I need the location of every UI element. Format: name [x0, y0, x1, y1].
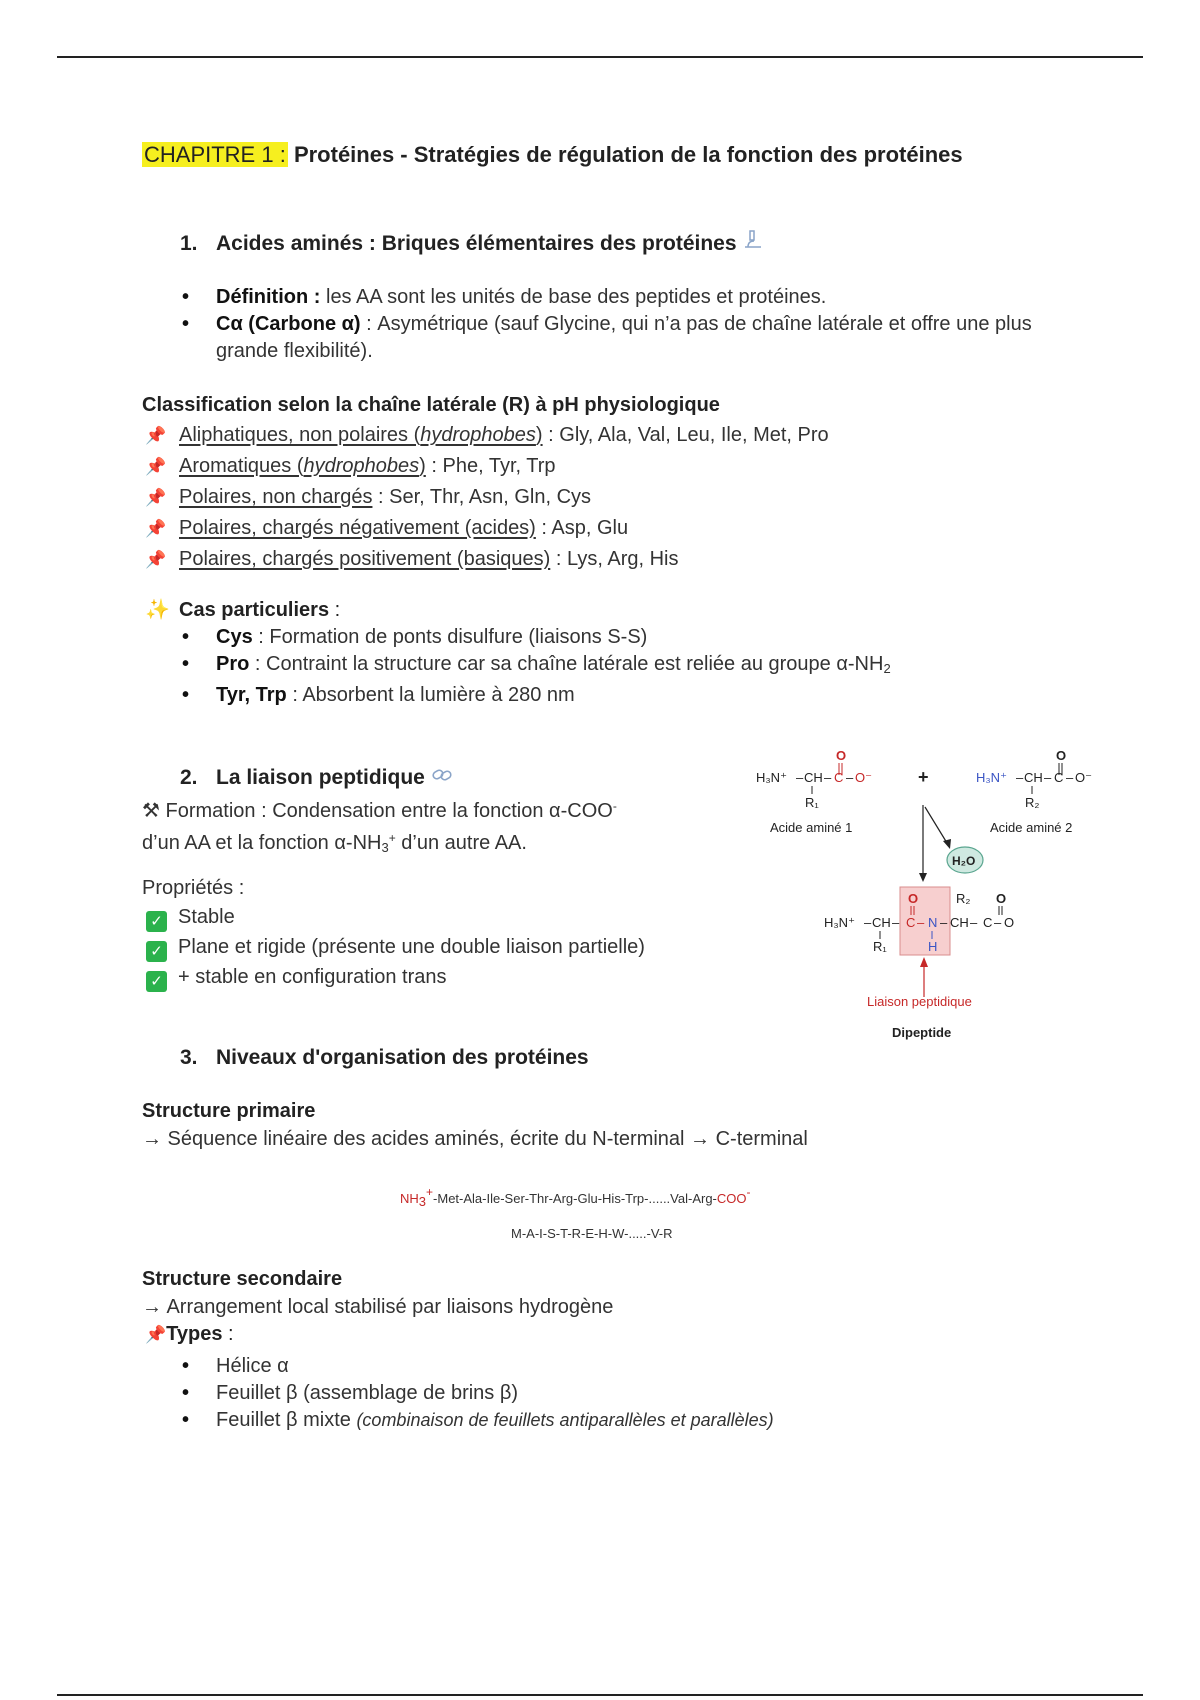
classification-heading: Classification selon la chaîne latérale (R) à pH physiologique: [142, 394, 720, 416]
list-item: ✓ Plane et rigide (présente une double liaison partielle): [146, 932, 645, 962]
svg-text:C: C: [834, 770, 844, 785]
sequence-full: NH3+-Met-Ala-Ile-Ser-Thr-Arg-Glu-His-Trp-......Val-Arg-COO-: [400, 1185, 751, 1209]
hammer-wrench-icon: ⚒: [142, 800, 160, 822]
checkbox-icon: ✓: [146, 941, 167, 962]
section-2-title: La liaison peptidique: [216, 766, 425, 789]
list-item: • Cys : Formation de ponts disulfure (liaisons S-S): [180, 624, 1080, 651]
list-item: • Feuillet β mixte (combinaison de feuillets antiparallèles et parallèles): [180, 1407, 1080, 1434]
pushpin-icon: 📌: [145, 550, 167, 569]
svg-text:H₃N⁺: H₃N⁺: [824, 915, 855, 930]
checkbox-icon: ✓: [146, 911, 167, 932]
list-item: • Cα (Carbone α) : Asymétrique (sauf Glycine, qui n’a pas de chaîne latérale et offre une plus grande flexibilité).: [180, 311, 1060, 365]
svg-text:CH: CH: [950, 915, 969, 930]
section-3-heading: [180, 1046, 589, 1070]
svg-text:N: N: [928, 915, 938, 930]
section-2-number: 2.: [180, 766, 198, 789]
svg-text:–: –: [846, 770, 854, 785]
svg-text:–: –: [1016, 770, 1024, 785]
formation-text: ⚒ Formation : Condensation entre la fonction α-COO- d’un AA et la fonction $\alpha-NH_3^+$ d’un autre AA.: [142, 799, 617, 855]
peptide-bond-diagram: [740, 735, 1120, 1045]
footer-rule: [57, 1694, 1143, 1696]
svg-text:R₁: R₁: [873, 939, 887, 954]
checkbox-icon: ✓: [146, 971, 167, 992]
microscope-icon: [742, 234, 764, 254]
section-1-bullets: [180, 284, 1060, 365]
svg-text:–: –: [892, 915, 900, 930]
svg-text:–: –: [1044, 770, 1052, 785]
aa1-oxygen: O: [836, 748, 847, 763]
svg-text:R₂: R₂: [956, 891, 971, 906]
svg-text:H₃N⁺: H₃N⁺: [976, 770, 1007, 785]
types-heading: 📌Types :: [145, 1323, 234, 1345]
list-item: • Hélice α: [180, 1353, 1080, 1380]
secondary-structure-text: → Arrangement local stabilisé par liaisons hydrogène: [142, 1296, 614, 1318]
svg-text:CH: CH: [1024, 770, 1043, 785]
dipeptide-label: Dipeptide: [892, 1025, 952, 1040]
svg-text:–: –: [824, 770, 832, 785]
pushpin-icon: 📌: [145, 488, 167, 507]
amino-acid-1-structure: [756, 748, 872, 835]
svg-text:–: –: [940, 915, 948, 930]
special-cases-list: [180, 624, 1080, 709]
svg-text:C: C: [1054, 770, 1064, 785]
list-item: ✓ Stable: [146, 902, 645, 932]
aa1-label: Acide aminé 1: [770, 820, 853, 835]
classification-list: [145, 420, 829, 575]
aa2-label: Acide aminé 2: [990, 820, 1073, 835]
section-1-heading: [180, 228, 764, 256]
svg-text:CH: CH: [804, 770, 823, 785]
svg-text:C: C: [906, 915, 916, 930]
plus-sign: +: [918, 767, 929, 787]
secondary-structure-heading: Structure secondaire: [142, 1268, 343, 1290]
svg-text:–: –: [994, 915, 1002, 930]
svg-text:O⁻: O⁻: [855, 770, 872, 785]
sequence-short: M-A-I-S-T-R-E-H-W-.....-V-R: [511, 1226, 673, 1241]
list-item: ✓ + stable en configuration trans: [146, 962, 645, 992]
pushpin-icon: 📌: [145, 519, 167, 538]
svg-text:R₂: R₂: [1025, 795, 1040, 810]
svg-text:O: O: [1056, 748, 1067, 763]
sparkles-icon: ✨: [145, 599, 170, 621]
pushpin-icon: 📌: [145, 457, 167, 476]
list-item: • Pro : Contraint la structure car sa chaîne latérale est reliée au groupe $\alpha-NH_2$: [180, 651, 1080, 682]
aa1-amine: H₃N⁺: [756, 770, 787, 785]
list-item: • Définition : les AA sont les unités de base des peptides et protéines.: [180, 284, 1060, 311]
chapter-title: Protéines - Stratégies de régulation de la fonction des protéines: [293, 142, 963, 167]
svg-text:O: O: [996, 891, 1007, 906]
list-item: 📌 Aliphatiques, non polaires (hydrophobes) : Gly, Ala, Val, Leu, Ile, Met, Pro: [145, 420, 829, 451]
list-item: 📌 Polaires, chargés négativement (acides) : Asp, Glu: [145, 513, 829, 544]
section-3-number: 3.: [180, 1046, 198, 1069]
svg-text:O: O: [908, 891, 919, 906]
types-list: [180, 1353, 1080, 1434]
pushpin-icon: 📌: [145, 426, 167, 445]
pushpin-icon: 📌: [145, 1325, 167, 1344]
svg-text:–: –: [970, 915, 978, 930]
svg-text:H: H: [928, 939, 938, 954]
primary-structure-text: → Séquence linéaire des acides aminés, écrite du N-terminal → C-terminal: [142, 1128, 808, 1150]
svg-text:–: –: [864, 915, 872, 930]
section-2-heading: [180, 766, 453, 790]
water-label: H₂O: [952, 854, 976, 868]
list-item: 📌 Aromatiques (hydrophobes) : Phe, Tyr, Trp: [145, 451, 829, 482]
list-item: • Tyr, Trp : Absorbent la lumière à 280 nm: [180, 682, 1080, 709]
svg-text:C: C: [983, 915, 993, 930]
peptide-bond-label: Liaison peptidique: [867, 994, 972, 1009]
svg-text:R₁: R₁: [805, 795, 819, 810]
svg-text:–: –: [796, 770, 804, 785]
list-item: 📌 Polaires, non chargés : Ser, Thr, Asn, Gln, Cys: [145, 482, 829, 513]
link-icon: [431, 768, 453, 788]
special-cases-heading: ✨ Cas particuliers :: [145, 599, 341, 621]
primary-structure-heading: Structure primaire: [142, 1100, 316, 1122]
chapter-label: CHAPITRE 1 :: [144, 142, 286, 167]
properties-list: [146, 902, 645, 992]
properties-label: Propriétés :: [142, 877, 245, 899]
page-title: [142, 142, 963, 168]
section-1-number: 1.: [180, 232, 198, 255]
amino-acid-2-structure: [976, 748, 1092, 835]
section-3-title: Niveaux d'organisation des protéines: [216, 1046, 589, 1069]
svg-text:O⁻: O⁻: [1075, 770, 1092, 785]
svg-text:CH: CH: [872, 915, 891, 930]
svg-text:O: O: [1004, 915, 1015, 930]
section-1-title: Acides aminés : Briques élémentaires des protéines: [216, 232, 737, 255]
list-item: • Feuillet β (assemblage de brins β): [180, 1380, 1080, 1407]
svg-text:–: –: [1066, 770, 1074, 785]
svg-text:–: –: [917, 915, 925, 930]
list-item: 📌 Polaires, chargés positivement (basiques) : Lys, Arg, His: [145, 544, 829, 575]
header-rule: [57, 56, 1143, 58]
